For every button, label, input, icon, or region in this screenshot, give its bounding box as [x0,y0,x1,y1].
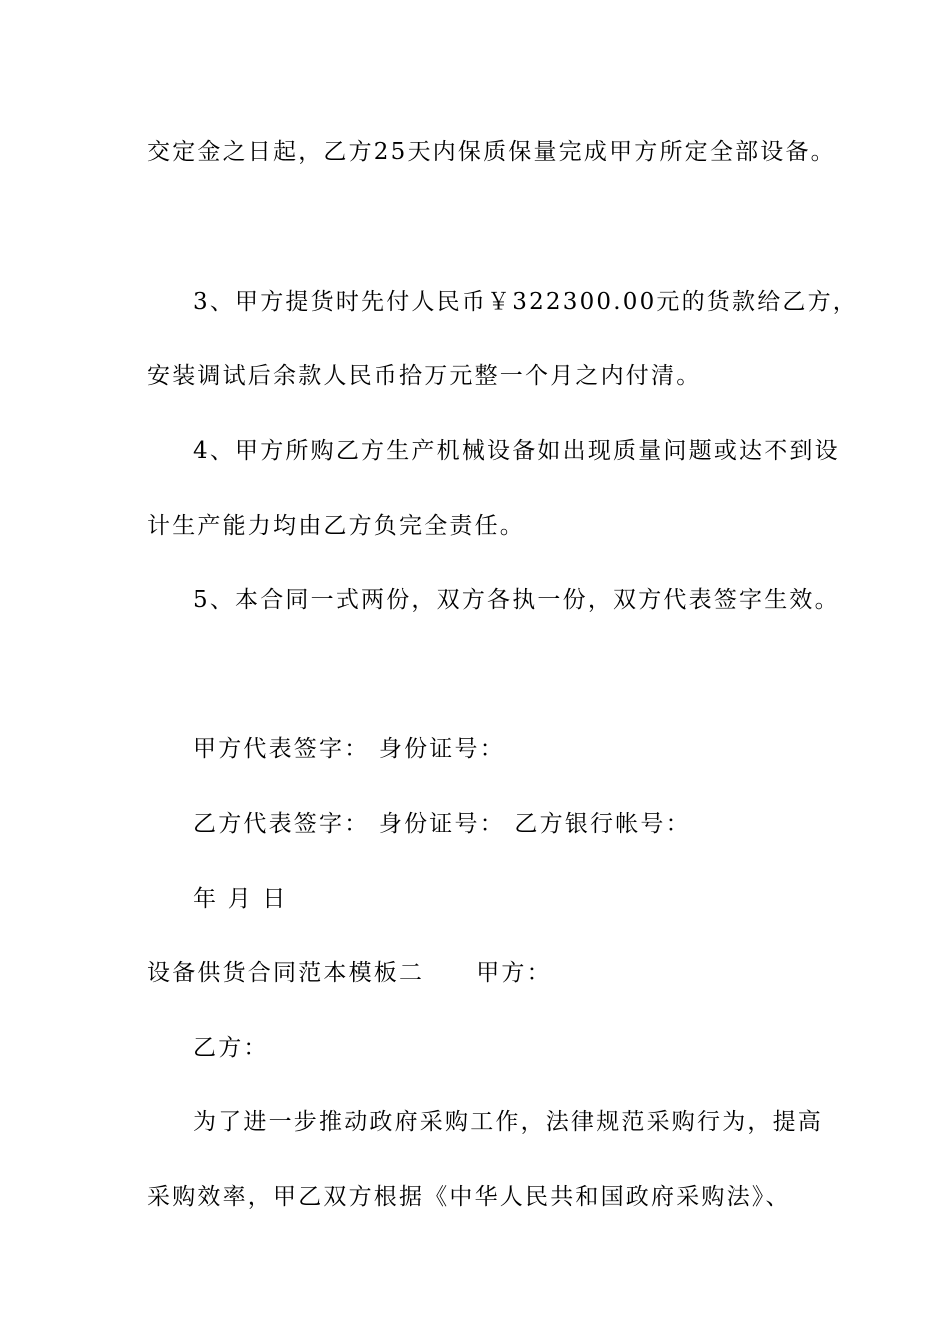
party-a-label: 甲方： [476,960,552,986]
paragraph-line: 为了进一步推动政府采购工作，法律规范采购行为，提高 [193,1109,823,1135]
paragraph-line: 5、本合同一式两份，双方各执一份，双方代表签字生效。 [193,587,840,613]
signature-line-party-a: 甲方代表签字： 身份证号： [193,736,505,762]
paragraph-line: 安装调试后余款人民币拾万元整一个月之内付清。 [147,363,702,389]
paragraph-line: 交定金之日起，乙方25天内保质保量完成甲方所定全部设备。 [147,139,836,165]
signature-line-party-b: 乙方代表签字： 身份证号： 乙方银行帐号： [193,811,691,837]
date-line: 年 月 日 [193,886,288,912]
template-title: 设备供货合同范本模板二 [147,960,425,986]
party-b-label: 乙方： [193,1035,269,1061]
paragraph-line: 采购效率，甲乙双方根据《中华人民共和国政府采购法》、 [147,1184,791,1210]
template-heading-row [147,958,552,988]
paragraph-line: 3、甲方提货时先付人民币￥322300.00元的货款给乙方， [193,289,859,315]
paragraph-line: 4、甲方所购乙方生产机械设备如出现质量问题或达不到设 [193,438,840,464]
paragraph-line: 计生产能力均由乙方负完全责任。 [147,513,525,539]
